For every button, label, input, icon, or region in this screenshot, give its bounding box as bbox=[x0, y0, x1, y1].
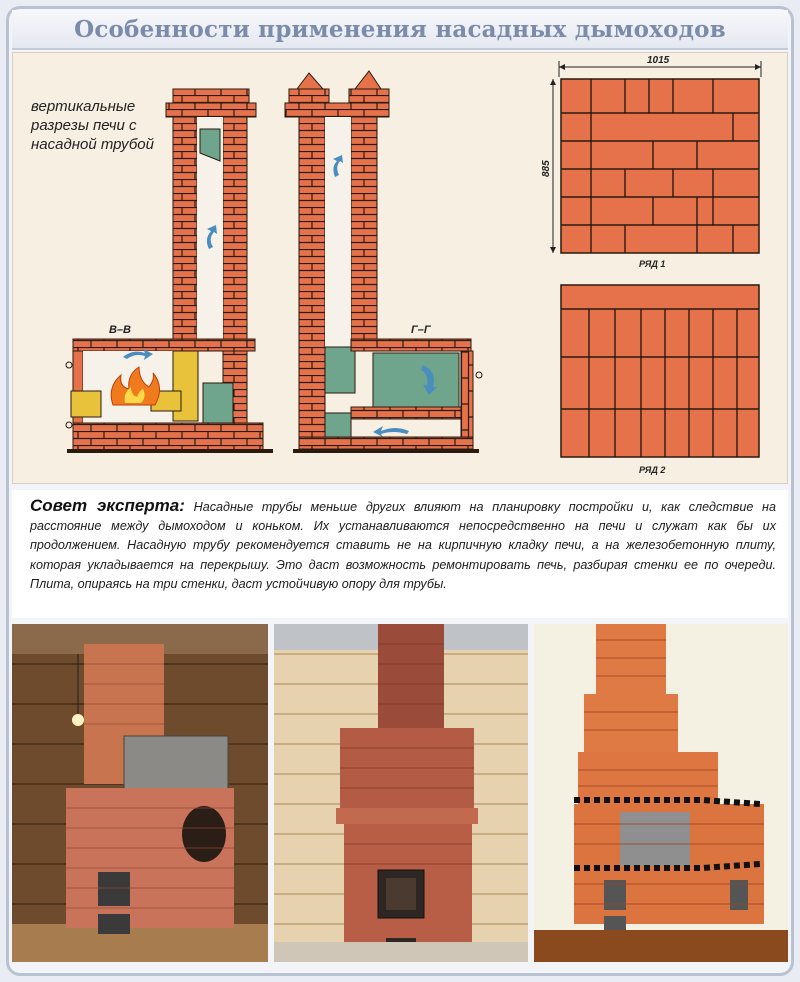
diagram-panel bbox=[12, 52, 788, 484]
diagram-caption: вертикальные разрезы печи с насадной трубой bbox=[31, 98, 154, 153]
photo-stove-3d-model bbox=[534, 624, 788, 962]
height-dimension: 885 bbox=[541, 160, 552, 177]
expert-advice bbox=[12, 490, 788, 618]
row1-plan bbox=[541, 55, 761, 269]
row1-label: РЯД 1 bbox=[639, 259, 666, 269]
width-dimension: 1015 bbox=[647, 55, 670, 66]
photo-stove-with-tank bbox=[12, 624, 268, 962]
section-bb-label: В–В bbox=[109, 324, 132, 336]
section-gg-label: Г–Г bbox=[411, 324, 431, 336]
right-section bbox=[285, 71, 482, 453]
photo-strip bbox=[12, 624, 788, 962]
title-bar bbox=[12, 10, 788, 50]
photo-stove-in-log-room bbox=[274, 624, 528, 962]
page-title: Особенности применения насадных дымоходов bbox=[74, 15, 726, 43]
row2-label: РЯД 2 bbox=[639, 465, 666, 475]
expert-lead: Совет эксперта: bbox=[30, 496, 185, 515]
expert-text: Насадные трубы меньше других влияют на планировку постройки и, как следствие на расстояние между дымоходом и коньком. Их устанавливаются непосредственно на печи и служат как бы их продолжением. Насадную трубу рекомендуется ставить не на кирпичную кладку печи, а на железобетонную плиту, которая укладывается на перекрышу. Это даст возможность ремонтировать печь, разбирая стенки ее по очереди. Плита, опираясь на три стенки, даст устойчивую опору для трубы. bbox=[30, 500, 776, 591]
row2-plan bbox=[561, 285, 759, 475]
